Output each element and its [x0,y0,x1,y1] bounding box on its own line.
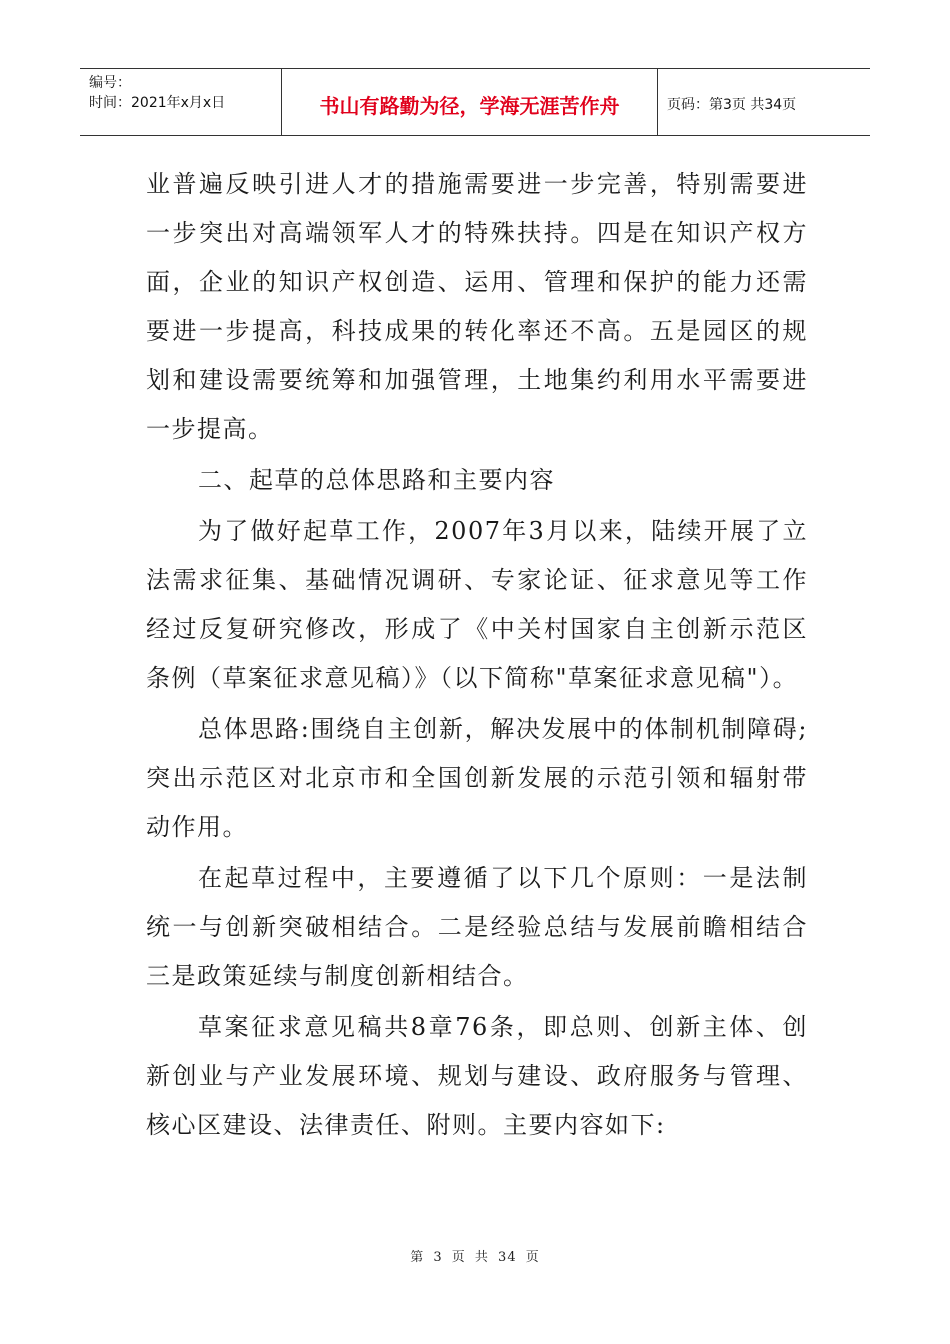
header-meta [80,69,281,135]
document-number-label: 编号： [89,75,131,91]
page-header [80,68,870,136]
page-footer: 第 3 页 共 34 页 [410,1250,540,1265]
paragraph-continuation: 业普遍反映引进人才的措施需要进一步完善，特别需要进一步突出对高端领军人才的特殊扶持。四是在知识产权方面，企业的知识产权创造、运用、管理和保护的能力还需要进一步提高，科技成果的转化率还不高。五是园区的规划和建设需要统筹和加强管理，土地集约利用水平需要进一步提高。 [146,170,808,443]
paragraph-principles: 在起草过程中，主要遵循了以下几个原则：一是法制统一与创新突破相结合。二是经验总结与发展前瞻相结合三是政策延续与制度创新相结合。 [146,864,808,990]
paragraph-structure: 草案征求意见稿共8章76条，即总则、创新主体、创新创业与产业发展环境、规划与建设、政府服务与管理、核心区建设、法律责任、附则。主要内容如下: [146,1013,808,1139]
header-motto: 书山有路勤为径，学海无涯苦作舟 [281,69,658,135]
header-page-info: 页码：第3页 共34页 [667,97,797,113]
paragraph-overall-approach: 总体思路:围绕自主创新，解决发展中的体制机制障碍;突出示范区对北京市和全国创新发展的示范引领和辐射带动作用。 [146,715,808,841]
document-body [146,160,808,1150]
paragraph-drafting-work: 为了做好起草工作，2007年3月以来，陆续开展了立法需求征集、基础情况调研、专家论证、征求意见等工作经过反复研究修改，形成了《中关村国家自主创新示范区条例（草案征求意见稿）》（以下简称"草案征求意见稿"）。 [146,517,808,692]
section-heading: 二、起草的总体思路和主要内容 [198,466,555,494]
document-time-label: 时间：2021年x月x日 [89,95,226,111]
